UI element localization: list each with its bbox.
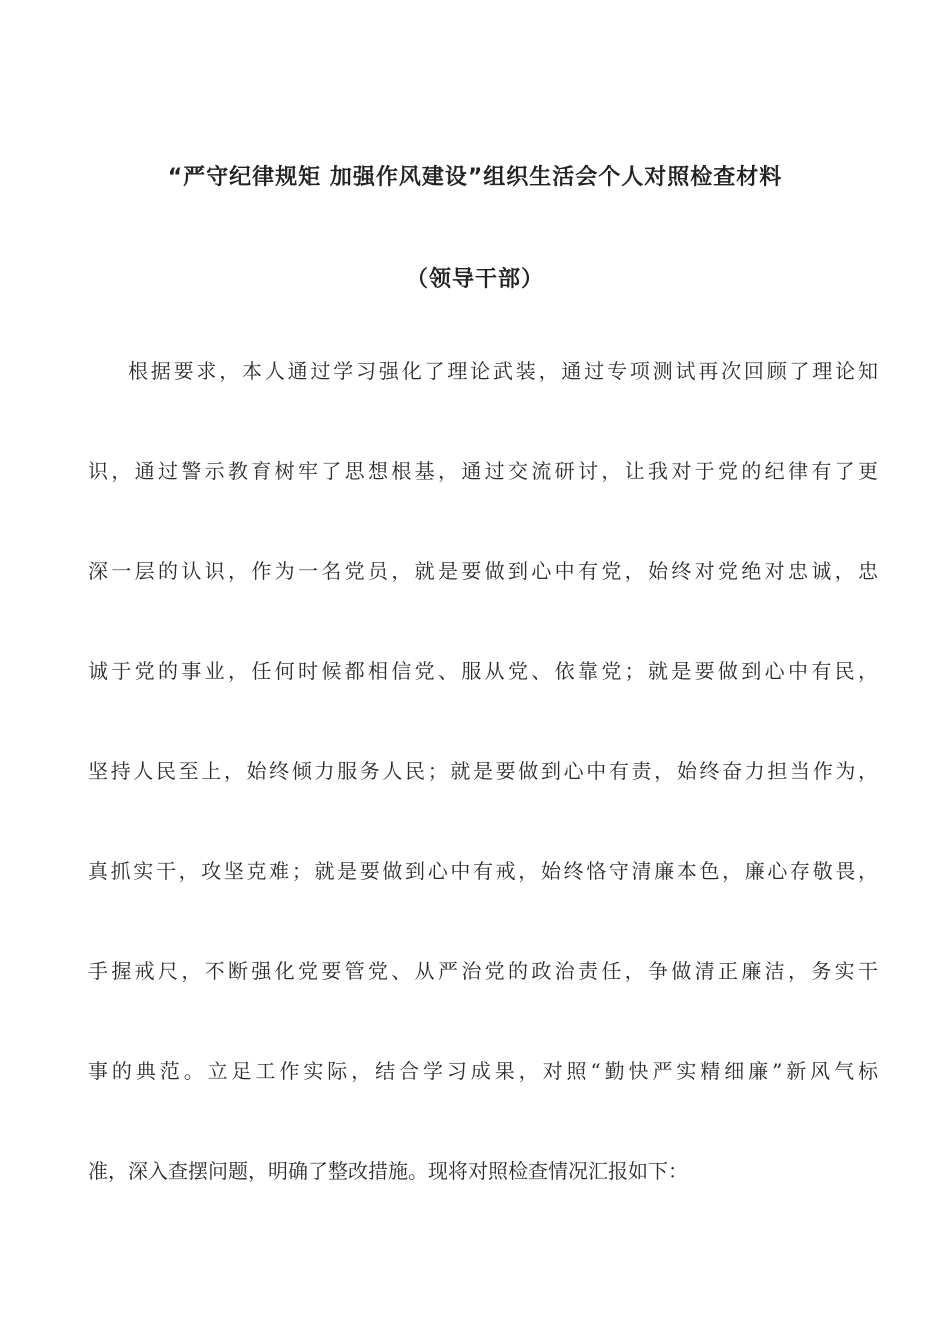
paragraph-line: 坚持人民至上，始终倾力服务人民；就是要做到心中有责，始终奋力担当作为，	[88, 759, 878, 783]
paragraph-line: 诚于党的事业，任何时候都相信党、服从党、依靠党；就是要做到心中有民，	[88, 659, 878, 683]
paragraph-line: 真抓实干，攻坚克难；就是要做到心中有戒，始终恪守清廉本色，廉心存敬畏，	[88, 859, 878, 883]
paragraph-line: 事的典范。立足工作实际，结合学习成果，对照“勤快严实精细廉”新风气标	[88, 1059, 878, 1083]
paragraph-line: 准，深入查摆问题，明确了整改措施。现将对照检查情况汇报如下：	[88, 1159, 688, 1183]
document-subtitle: （领导干部）	[405, 267, 544, 292]
paragraph-line: 根据要求，本人通过学习强化了理论武装，通过专项测试再次回顾了理论知	[128, 359, 878, 383]
paragraph-line: 深一层的认识，作为一名党员，就是要做到心中有党，始终对党绝对忠诚，忠	[88, 559, 878, 583]
paragraph-line: 识，通过警示教育树牢了思想根基，通过交流研讨，让我对于党的纪律有了更	[88, 459, 878, 483]
paragraph-line: 手握戒尺，不断强化党要管党、从严治党的政治责任，争做清正廉洁，务实干	[88, 959, 878, 983]
document-title: “严守纪律规矩 加强作风建设”组织生活会个人对照检查材料	[167, 165, 783, 190]
